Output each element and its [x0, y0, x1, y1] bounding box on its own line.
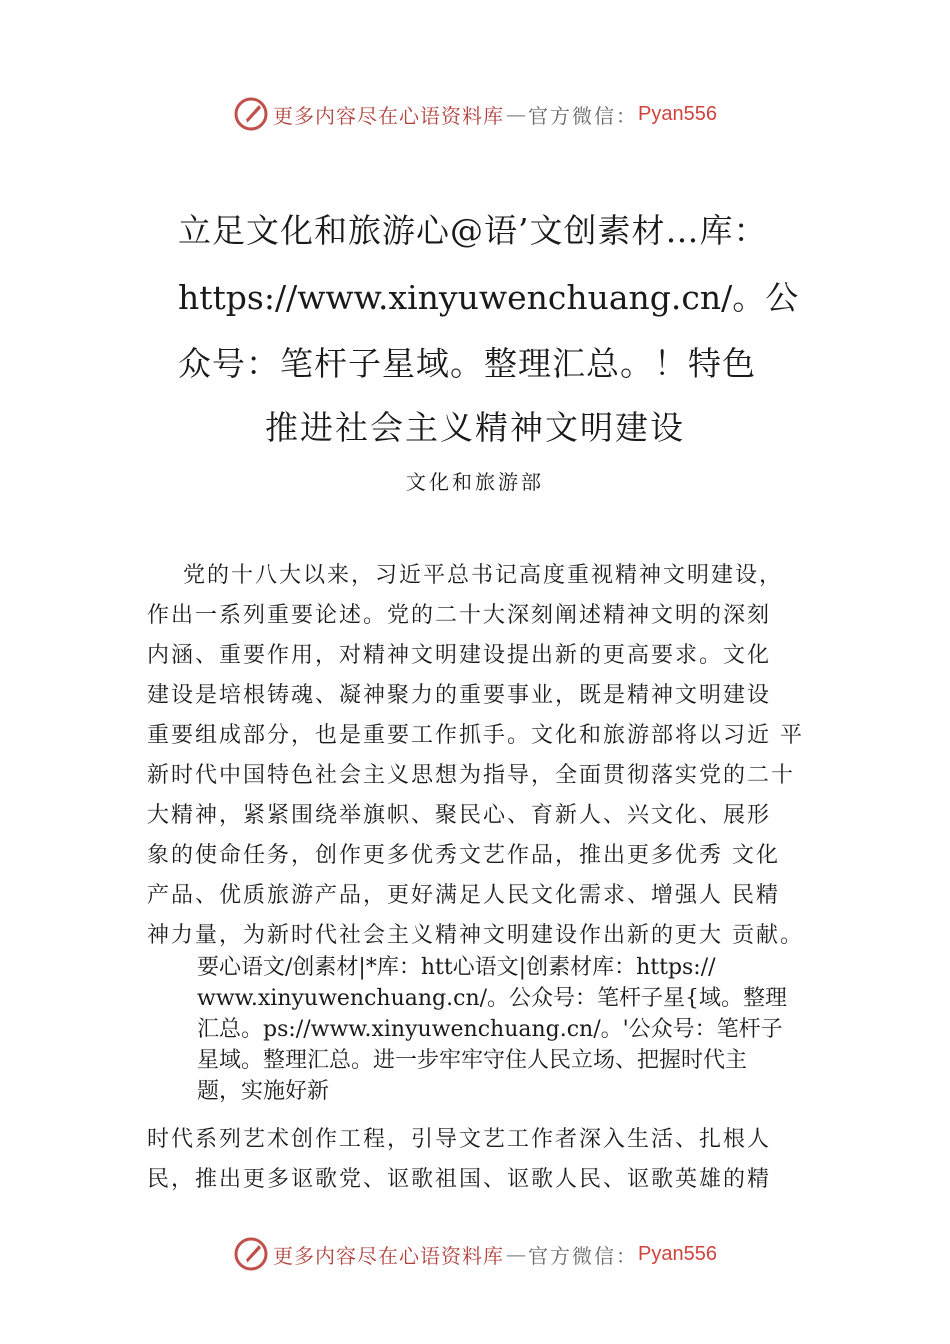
title-line-1: 立足文化和旅游心@语’文创素材…库： — [178, 211, 768, 250]
banner-label: 官方微信： — [528, 1243, 639, 1268]
text-line: 民，推出更多讴歌党、讴歌祖国、讴歌人民、讴歌英雄的精 — [147, 1167, 772, 1192]
text-line: www.xinyuwenchuang.cn/。公众号：笔杆子星{域。整理 — [197, 986, 788, 1011]
banner-wechat-id: Pyan556 — [638, 102, 717, 125]
quill-logo-icon — [233, 96, 269, 132]
banner-text: 更多内容尽在心语资料库 — [273, 1243, 505, 1268]
banner-label: 官方微信： — [528, 103, 639, 128]
watermark-block — [197, 952, 847, 1107]
text-line: 内涵、重要作用，对精神文明建设提出新的更高要求。文化 — [147, 643, 772, 668]
text-line: 大精神，紧紧围绕举旗帜、聚民心、育新人、兴文化、展形 — [147, 803, 772, 828]
banner-wechat-id: Pyan556 — [638, 1242, 717, 1265]
text-line: 象的使命任务，创作更多优秀文艺作品，推出更多优秀 文化 — [147, 843, 780, 868]
banner-text: 更多内容尽在心语资料库 — [273, 103, 505, 128]
paragraph-2 — [147, 1120, 847, 1200]
banner-separator: — — [506, 102, 527, 126]
banner-separator: — — [506, 1242, 527, 1266]
text-line: 时代系列艺术创作工程，引导文艺工作者深入生活、扎根人 — [147, 1127, 772, 1152]
text-line: 题，实施好新 — [197, 1079, 330, 1104]
text-line: 星域。整理汇总。进一步牢牢守住人民立场、把握时代主 — [197, 1048, 748, 1073]
header-banner — [0, 92, 950, 136]
text-line: 新时代中国特色社会主义思想为指导，全面贯彻落实党的二十 — [147, 763, 796, 788]
quill-logo-icon — [233, 1236, 269, 1272]
title-line-2: https://www.xinyuwenchuang.cn/。公 — [178, 278, 799, 317]
text-line: 党的十八大以来，习近平总书记高度重视精神文明建设， — [147, 563, 783, 588]
page-title: 推进社会主义精神文明建设 — [265, 408, 685, 447]
text-line: 要心语文/创素材|*库：htt心语文|创素材库：https:// — [197, 955, 716, 980]
title-line-3: 众号：笔杆子星域。整理汇总。！特色 — [178, 344, 756, 383]
footer-banner — [0, 1232, 950, 1276]
author: 文化和旅游部 — [406, 470, 544, 494]
text-line: 作出一系列重要论述。党的二十大深刻阐述精神文明的深刻 — [147, 603, 772, 628]
text-line: 汇总。ps://www.xinyuwenchuang.cn/。'公众号：笔杆子 — [197, 1017, 783, 1042]
text-line: 重要组成部分，也是重要工作抓手。文化和旅游部将以习近 平 — [147, 723, 804, 748]
paragraph-1 — [147, 556, 847, 956]
text-line: 神力量，为新时代社会主义精神文明建设作出新的更大 贡献。 — [147, 923, 804, 948]
text-line: 产品、优质旅游产品，更好满足人民文化需求、增强人 民精 — [147, 883, 780, 908]
text-line: 建设是培根铸魂、凝神聚力的重要事业，既是精神文明建设 — [147, 683, 772, 708]
